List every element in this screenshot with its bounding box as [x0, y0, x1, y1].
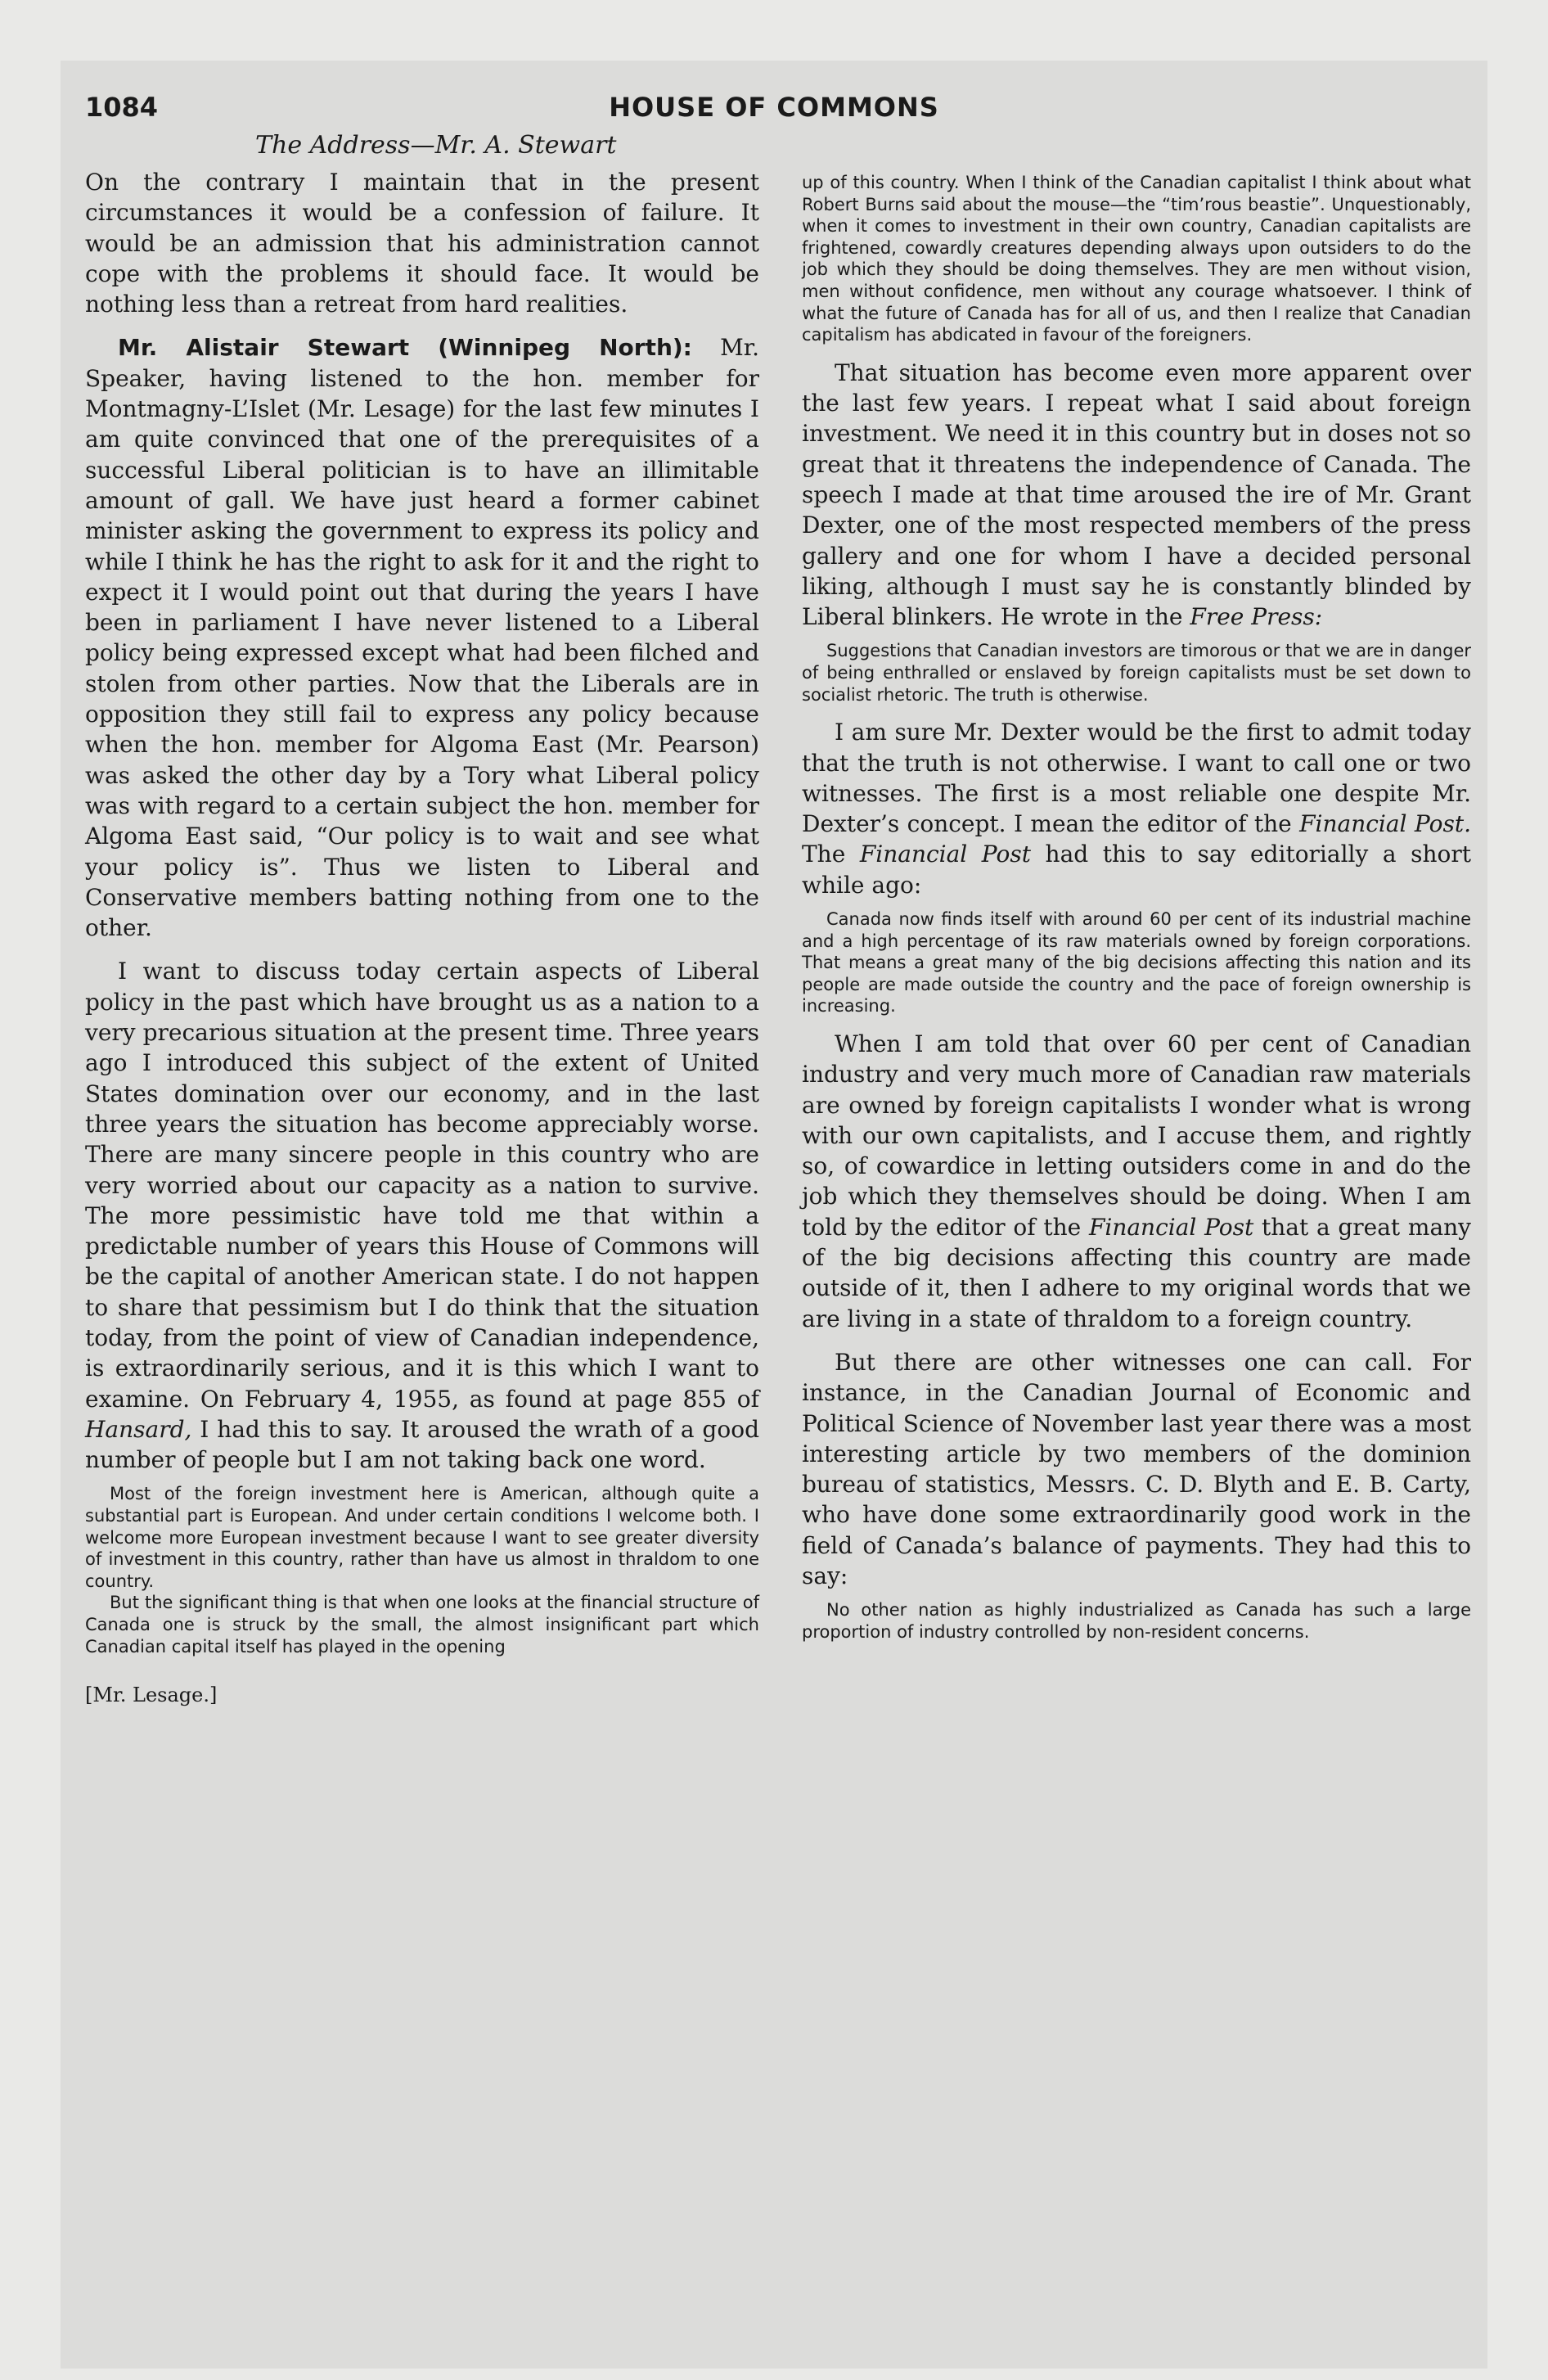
paragraph: [802, 717, 1471, 900]
paragraph: [85, 332, 759, 943]
block-quote: Suggestions that Canadian investors are timorous or that we are in danger of being enthralled or enslaved by foreign capitalists must be set down to socialist rhetoric. The truth is otherwise.: [802, 641, 1471, 705]
paragraph-text: Mr. Speaker, having listened to the hon. member for Montmagny-L’Islet (Mr. Lesage) for the last few minutes I am quite convinced that one of the prerequisites of a successful Liberal politician is to have an illimitable amount of gall. We have just heard a former cabinet minister asking the government to express its policy and while I think he has the right to ask for it and the right to expect it I would point out that during the years I have been in parliament I have never listened to a Liberal policy being expressed except what had been filched and stolen from other parties. Now that the Liberals are in opposition they still fail to express any policy because when the hon. member for Algoma East (Mr. Pearson) was asked the other day by a Tory what Liberal policy was with regard to a certain subject the hon. member for Algoma East said, “Our policy is to wait and see what your policy is”. Thus we listen to Liberal and Conservative members batting nothing from one to the other.: [85, 334, 759, 942]
section-subhead: The Address—Mr. A. Stewart: [255, 131, 617, 160]
block-quote: Most of the foreign investment here is American, although quite a substantial part is European. And under certain conditions I welcome both. I welcome more European investment because I want to see greater diversity of investment in this country, rather than have us almost in thraldom to one country.: [85, 1484, 759, 1591]
paragraph-text: I want to discuss today certain aspects of Liberal policy in the past which have brought us as a nation to a very precarious situation at the present time. Three years ago I introduced this subject of the extent of United States domination over our economy, and in the last three years the situation has become appreciably worse. There are many sincere people in this country who are very worried about our capacity as a nation to survive. The more pessimistic have told me that within a predictable number of years this House of Commons will be the capital of another American state. I do not happen to share that pessimism but I do think that the situation today, from the point of view of Canadian independence, is extraordinarily serious, and it is this which I want to examine. On February 4, 1955, as found at page 855 of: [85, 958, 759, 1413]
publication-title: Financial Post: [859, 841, 1031, 868]
block-quote: But the significant thing is that when one looks at the financial structure of Canada one is struck by the small, the almost insignificant part which Canadian capital itself has played in the opening: [85, 1593, 759, 1657]
speaker-name: Mr. Alistair Stewart (Winnipeg North):: [118, 334, 692, 362]
paragraph: On the contrary I maintain that in the present circumstances it would be a confession of failure. It would be an admission that his administration cannot cope with the problems it should face. It would be nothing less than a retreat from hard realities.: [85, 169, 759, 318]
block-quote: up of this country. When I think of the Canadian capitalist I think about what Robert Burns said about the mouse—the “tim’rous beastie”. Unquestionably, when it comes to investment in their own country, Canadian capitalists are frightened, cowardly creatures depending always upon outsiders to do the job which they should be doing themselves. They are men without vision, men without confidence, men without any courage whatsoever. I think of what the future of Canada has for all of us, and then I realize that Canadian capitalism has abdicated in favour of the foreigners.: [802, 173, 1471, 345]
running-title: HOUSE OF COMMONS: [609, 92, 939, 123]
paragraph-text: I had this to say. It aroused the wrath of a good number of people but I am not taking back one word.: [85, 1415, 759, 1474]
paragraph: But there are other witnesses one can call. For instance, in the Canadian Journal of Economic and Political Science of November last year there was a most interesting article by two members of the dominion bureau of statistics, Messrs. C. D. Blyth and E. B. Carty, who have done some extraordinarily good work in the field of Canada’s balance of payments. They had this to say:: [802, 1348, 1471, 1589]
paragraph: [85, 956, 759, 1475]
left-column: [85, 167, 759, 1711]
hansard-page: [61, 61, 1487, 2369]
paragraph-text: I am sure Mr. Dexter would be the first to admit today that the truth is not otherwise. I want to call one or two witnesses. The first is a most reliable one despite Mr. Dexter’s concept. I mean the editor of the: [802, 719, 1471, 838]
paragraph: [802, 358, 1471, 633]
block-quote: No other nation as highly industrialized as Canada has such a large proportion of industry controlled by non-resident concerns.: [802, 1600, 1471, 1642]
paragraph-text: The: [802, 841, 860, 868]
right-column: [802, 172, 1471, 1643]
paragraph-text: had this to say editorially a short while ago:: [802, 841, 1471, 899]
publication-title: Financial Post.: [1299, 810, 1471, 838]
page-number: 1084: [85, 92, 159, 123]
publication-title: Free Press:: [1190, 603, 1323, 631]
paragraph-text: When I am told that over 60 per cent of Canadian industry and very much more of Canadian raw materials are owned by foreign capitalists I wonder what is wrong with our own capitalists, and I accuse them, and rightly so, of cowardice in letting outsiders come in and do the job which they themselves should be doing. When I am told by the editor of the: [802, 1030, 1471, 1241]
paragraph-text: That situation has become even more apparent over the last few years. I repeat what I said about foreign investment. We need it in this country but in doses not so great that it threatens the independence of Canada. The speech I made at that time aroused the ire of Mr. Grant Dexter, one of the most respected members of the press gallery and one for whom I have a decided personal liking, although I must say he is constantly blinded by Liberal blinkers. He wrote in the: [802, 358, 1471, 631]
paragraph: [802, 1029, 1471, 1334]
publication-title: Hansard,: [85, 1415, 192, 1443]
attribution-footnote: [Mr. Lesage.]: [85, 1684, 218, 1707]
publication-title: Financial Post: [1088, 1213, 1254, 1241]
block-quote: Canada now finds itself with around 60 per cent of its industrial machine and a high percentage of its raw materials owned by foreign corporations. That means a great many of the big decisions affecting this nation and its people are made outside the country and the pace of foreign ownership is increasing.: [802, 908, 1471, 1016]
paragraph-text: that a great many of the big decisions affecting this country are made outside of it, then I adhere to my original words that we are living in a state of thraldom to a foreign country.: [802, 1213, 1472, 1332]
